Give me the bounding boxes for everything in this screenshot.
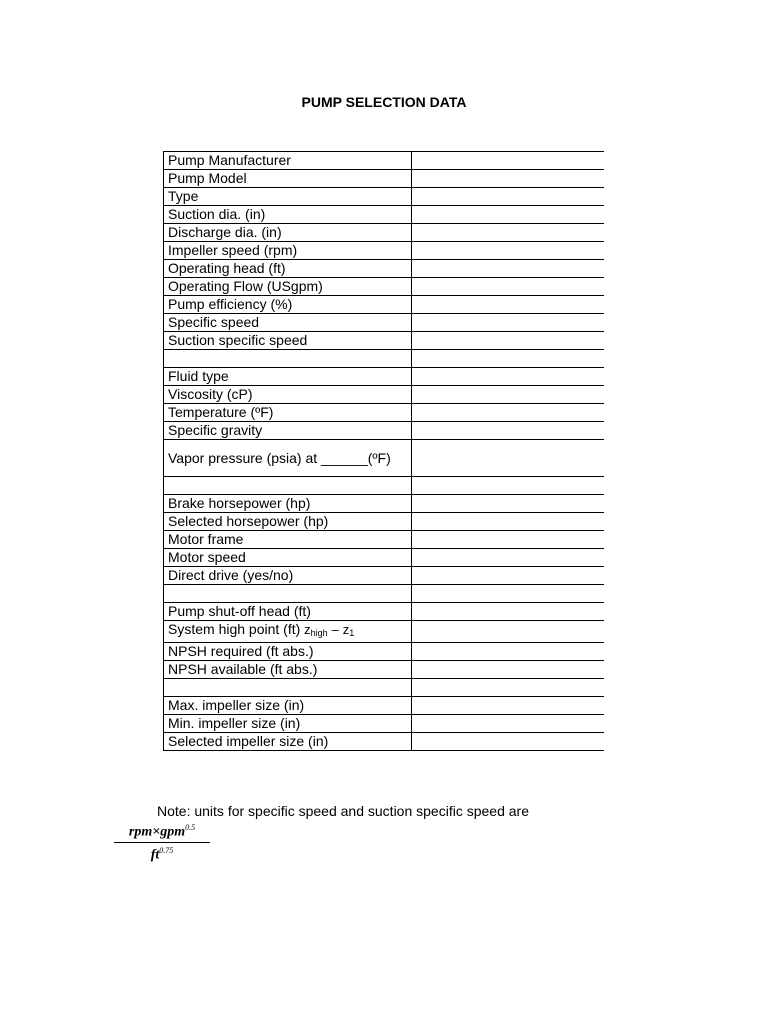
row-label: Pump efficiency (%) — [164, 296, 412, 314]
table-row — [164, 661, 605, 679]
units-note: Note: units for specific speed and suction specific speed are — [157, 803, 529, 819]
formula-denominator — [114, 843, 210, 864]
row-value-field[interactable] — [412, 224, 605, 242]
row-label — [164, 350, 412, 368]
formula-numerator-exponent: 0.5 — [185, 823, 196, 832]
row-value-field[interactable] — [412, 585, 605, 603]
table-row — [164, 477, 605, 495]
table-row — [164, 296, 605, 314]
table-row — [164, 386, 605, 404]
row-value-field[interactable] — [412, 368, 605, 386]
row-value-field[interactable] — [412, 278, 605, 296]
row-label: Viscosity (cP) — [164, 386, 412, 404]
high-point-z: z — [304, 622, 311, 637]
table-row — [164, 495, 605, 513]
row-value-field[interactable] — [412, 242, 605, 260]
row-value-field[interactable] — [412, 603, 605, 621]
table-row — [164, 350, 605, 368]
row-label: Specific speed — [164, 314, 412, 332]
table-row — [164, 332, 605, 350]
table-row — [164, 733, 605, 751]
row-value-field[interactable] — [412, 679, 605, 697]
row-label: Type — [164, 188, 412, 206]
formula-numerator — [114, 820, 210, 841]
row-value-field[interactable] — [412, 152, 605, 170]
row-label: Discharge dia. (in) — [164, 224, 412, 242]
row-label: NPSH available (ft abs.) — [164, 661, 412, 679]
table-row — [164, 567, 605, 585]
row-label: Temperature (ºF) — [164, 404, 412, 422]
row-label: Direct drive (yes/no) — [164, 567, 412, 585]
table-row — [164, 621, 605, 643]
row-value-field[interactable] — [412, 643, 605, 661]
row-value-field[interactable] — [412, 567, 605, 585]
units-formula — [114, 820, 210, 863]
table-row — [164, 531, 605, 549]
row-label — [164, 679, 412, 697]
table-row — [164, 404, 605, 422]
row-value-field[interactable] — [412, 440, 605, 477]
row-value-field[interactable] — [412, 733, 605, 751]
row-value-field[interactable] — [412, 422, 605, 440]
high-point-z1: z — [342, 622, 350, 637]
table-row — [164, 242, 605, 260]
row-label: Pump Model — [164, 170, 412, 188]
table-row — [164, 440, 605, 477]
table-row — [164, 513, 605, 531]
row-value-field[interactable] — [412, 350, 605, 368]
row-value-field[interactable] — [412, 477, 605, 495]
row-label: Operating head (ft) — [164, 260, 412, 278]
row-value-field[interactable] — [412, 386, 605, 404]
table-row — [164, 260, 605, 278]
row-label: Impeller speed (rpm) — [164, 242, 412, 260]
high-point-sub-1: 1 — [349, 628, 355, 638]
row-label: Suction dia. (in) — [164, 206, 412, 224]
table-row — [164, 585, 605, 603]
row-label: Suction specific speed — [164, 332, 412, 350]
row-label: Min. impeller size (in) — [164, 715, 412, 733]
high-point-minus: – — [331, 622, 339, 637]
row-value-field[interactable] — [412, 188, 605, 206]
row-value-field[interactable] — [412, 404, 605, 422]
pump-data-table — [163, 151, 604, 751]
row-value-field[interactable] — [412, 495, 605, 513]
high-point-sub-high: high — [310, 628, 328, 638]
row-label: Operating Flow (USgpm) — [164, 278, 412, 296]
formula-numerator-text: rpm×gpm — [128, 824, 186, 840]
table-row — [164, 643, 605, 661]
row-label: Vapor pressure (psia) at ______(ºF) — [164, 440, 412, 477]
table-row — [164, 422, 605, 440]
table-row — [164, 206, 605, 224]
row-value-field[interactable] — [412, 260, 605, 278]
formula-denominator-exponent: 0.75 — [159, 845, 174, 855]
row-label — [164, 477, 412, 495]
row-label: Pump shut-off head (ft) — [164, 603, 412, 621]
row-value-field[interactable] — [412, 621, 605, 643]
table-row — [164, 603, 605, 621]
table-row — [164, 697, 605, 715]
row-value-field[interactable] — [412, 332, 605, 350]
table-row — [164, 314, 605, 332]
row-label-text: System high point (ft) — [168, 621, 301, 637]
formula-denominator-text: ft — [150, 847, 160, 863]
table-row — [164, 224, 605, 242]
table-row — [164, 278, 605, 296]
row-label: Specific gravity — [164, 422, 412, 440]
table-row — [164, 368, 605, 386]
table-row — [164, 170, 605, 188]
row-value-field[interactable] — [412, 661, 605, 679]
row-value-field[interactable] — [412, 206, 605, 224]
table-row — [164, 679, 605, 697]
row-label — [164, 621, 412, 643]
row-value-field[interactable] — [412, 170, 605, 188]
row-label: NPSH required (ft abs.) — [164, 643, 412, 661]
row-label: Selected horsepower (hp) — [164, 513, 412, 531]
table-row — [164, 549, 605, 567]
row-label: Fluid type — [164, 368, 412, 386]
row-value-field[interactable] — [412, 531, 605, 549]
table-row — [164, 152, 605, 170]
row-label — [164, 585, 412, 603]
table-row — [164, 188, 605, 206]
row-label: Motor frame — [164, 531, 412, 549]
row-value-field[interactable] — [412, 314, 605, 332]
row-label: Selected impeller size (in) — [164, 733, 412, 751]
table-row — [164, 715, 605, 733]
row-value-field[interactable] — [412, 296, 605, 314]
row-value-field[interactable] — [412, 549, 605, 567]
page-title: PUMP SELECTION DATA — [301, 94, 467, 110]
row-label: Max. impeller size (in) — [164, 697, 412, 715]
row-value-field[interactable] — [412, 715, 605, 733]
row-label: Brake horsepower (hp) — [164, 495, 412, 513]
row-label: Pump Manufacturer — [164, 152, 412, 170]
row-label: Motor speed — [164, 549, 412, 567]
row-value-field[interactable] — [412, 513, 605, 531]
row-value-field[interactable] — [412, 697, 605, 715]
